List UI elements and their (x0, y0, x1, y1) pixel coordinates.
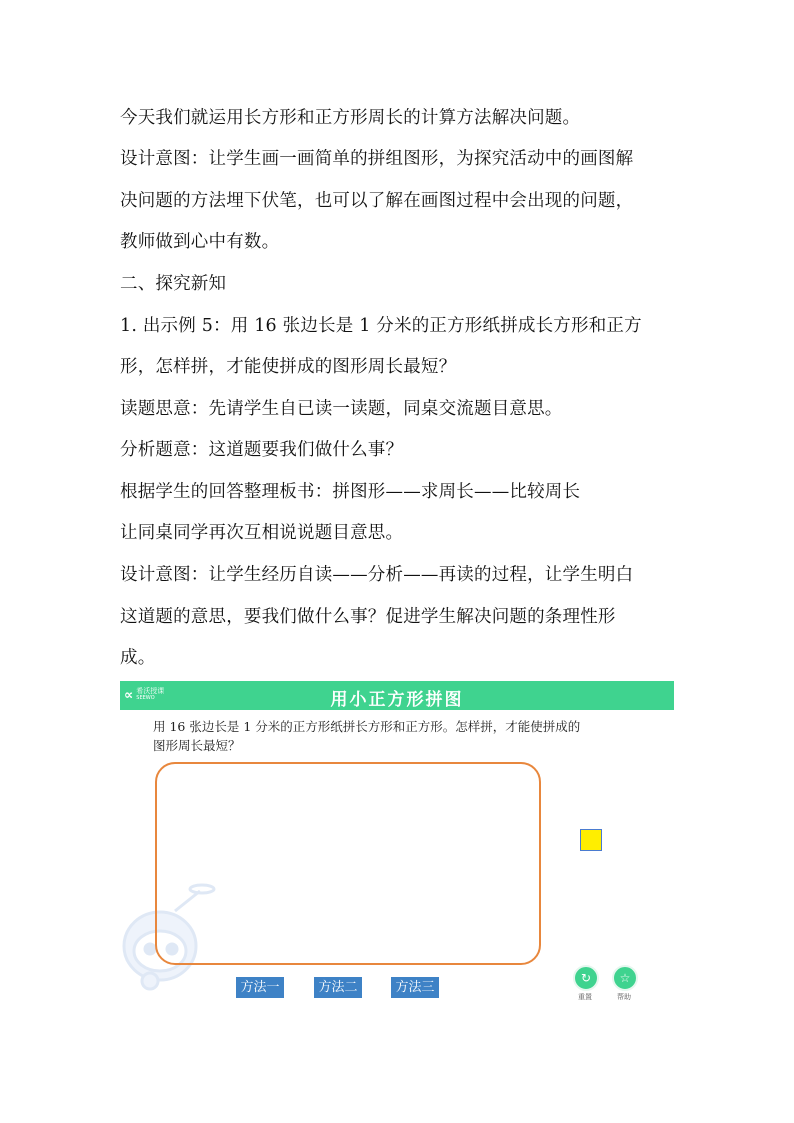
slide-question (153, 717, 653, 755)
question-line: 用 16 张边长是 1 分米的正方形纸拼长方形和正方形。怎样拼，才能使拼成的 (153, 719, 581, 734)
help-label: 帮助 (617, 993, 631, 1001)
method-three-button[interactable]: 方法三 (391, 977, 439, 998)
paragraph: 成。 (120, 648, 156, 668)
drawing-area[interactable] (155, 762, 541, 965)
reset-button[interactable] (573, 965, 599, 991)
paragraph: 分析题意：这道题要我们做什么事？ (120, 440, 404, 460)
slide-header (120, 681, 674, 710)
paragraph: 1. 出示例 5：用 16 张边长是 1 分米的正方形纸拼成长方形和正方 (120, 316, 642, 336)
question-line: 图形周长最短？ (153, 738, 241, 753)
slide-title: 用小正方形拼图 (330, 690, 464, 710)
square-tile[interactable] (580, 829, 602, 851)
reset-label: 重置 (578, 993, 592, 1001)
method-one-button[interactable]: 方法一 (236, 977, 284, 998)
star-icon: ☆ (619, 971, 631, 985)
section-heading: 二、探究新知 (120, 274, 227, 294)
paragraph: 形，怎样拼，才能使拼成的图形周长最短？ (120, 357, 457, 377)
method-two-button[interactable]: 方法二 (314, 977, 362, 998)
help-button[interactable] (612, 965, 638, 991)
paragraph: 设计意图：让学生画一画简单的拼组图形，为探究活动中的画图解 (120, 149, 634, 169)
logo-icon: ∝ (124, 687, 134, 703)
courseware-slide (120, 681, 674, 1011)
paragraph: 让同桌同学再次互相说说题目意思。 (120, 523, 404, 543)
paragraph: 读题思意：先请学生自已读一读题，同桌交流题目意思。 (120, 399, 563, 419)
paragraph: 根据学生的回答整理板书：拼图形——求周长——比较周长 (120, 482, 581, 502)
paragraph: 这道题的意思，要我们做什么事？促进学生解决问题的条理性形 (120, 607, 616, 627)
paragraph: 教师做到心中有数。 (120, 232, 280, 252)
logo-text: 希沃授课 (136, 687, 165, 695)
logo-subtext: SEEWO (136, 695, 155, 701)
paragraph: 决问题的方法埋下伏笔，也可以了解在画图过程中会出现的问题， (120, 191, 634, 211)
paragraph: 今天我们就运用长方形和正方形周长的计算方法解决问题。 (120, 108, 581, 128)
refresh-icon: ↻ (580, 971, 592, 985)
paragraph: 设计意图：让学生经历自读——分析——再读的过程，让学生明白 (120, 565, 634, 585)
